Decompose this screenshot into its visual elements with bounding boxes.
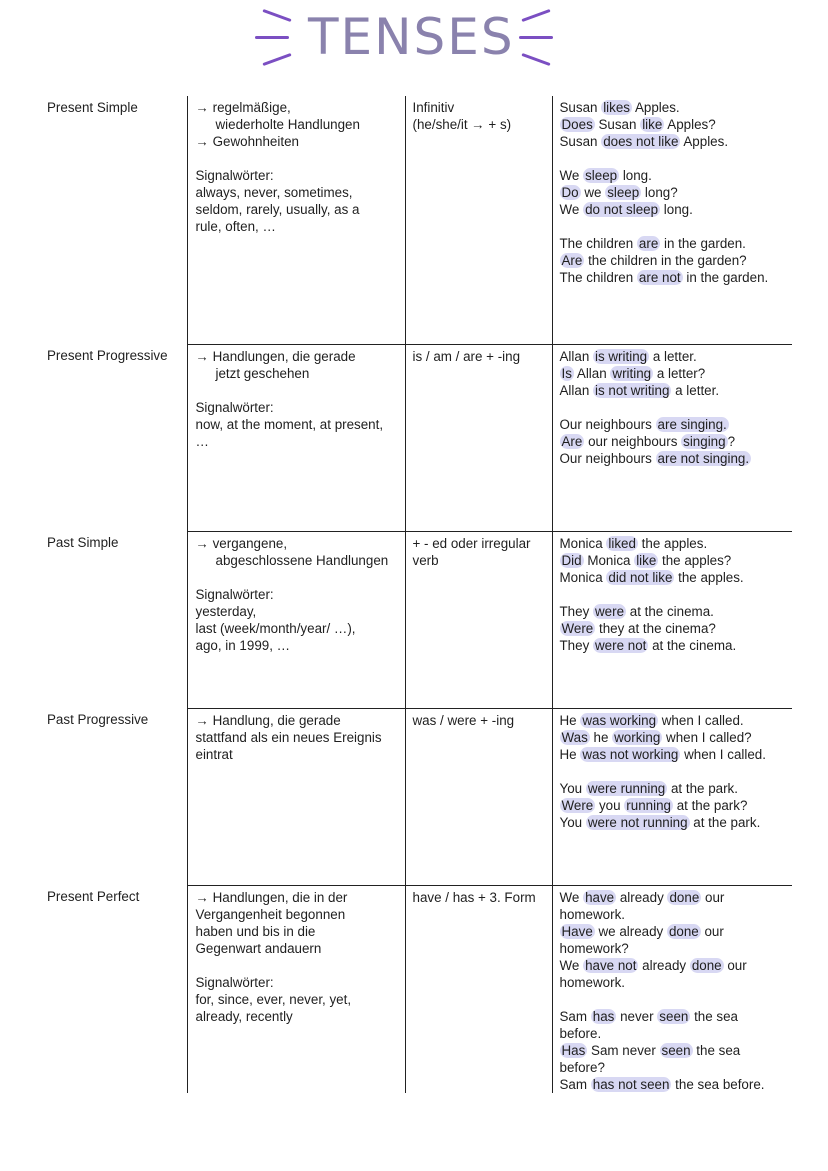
example-sentence-continued: homework. bbox=[559, 906, 625, 922]
example-sentence: We have already done our bbox=[559, 889, 725, 905]
examples-cell bbox=[552, 344, 792, 531]
form-cell bbox=[405, 708, 552, 885]
highlight: working bbox=[614, 729, 661, 745]
signal-words-line: now, at the moment, at present, bbox=[195, 416, 384, 432]
tense-name: Past Progressive bbox=[47, 712, 149, 727]
form-line: + - ed oder irregular bbox=[412, 535, 531, 551]
usage-line: wiederholte Handlungen bbox=[215, 117, 360, 132]
highlight: is writing bbox=[595, 348, 648, 364]
signal-words-line: last (week/month/year/ …), bbox=[195, 620, 356, 636]
example-sentence: Our neighbours are singing. bbox=[559, 416, 727, 432]
highlight: Were bbox=[561, 620, 594, 636]
example-sentence: The children are in the garden. bbox=[559, 236, 746, 251]
examples-cell bbox=[552, 708, 792, 885]
usage-line: → vergangene, bbox=[195, 535, 288, 551]
highlight: liked bbox=[608, 535, 636, 551]
tense-name-cell bbox=[40, 885, 187, 1093]
usage-line: abgeschlossene Handlungen bbox=[215, 552, 389, 568]
tense-name-cell bbox=[40, 344, 187, 531]
tense-name: Present Simple bbox=[47, 100, 138, 115]
usage-cell bbox=[187, 96, 405, 344]
usage-line: → Handlungen, die in der bbox=[195, 889, 348, 905]
example-sentence: Monica did not like the apples. bbox=[559, 569, 744, 585]
highlight: have not bbox=[585, 957, 637, 973]
usage-cell bbox=[187, 885, 405, 1093]
example-sentence: Sam has never seen the sea bbox=[559, 1008, 738, 1024]
signal-words-line: for, since, ever, never, yet, bbox=[195, 991, 352, 1007]
highlight: sleep bbox=[607, 185, 640, 200]
example-sentence: He was working when I called. bbox=[559, 712, 744, 728]
usage-line: → Handlung, die gerade bbox=[195, 712, 341, 728]
form-line: (he/she/it → + s) bbox=[412, 117, 512, 132]
highlight: was not working bbox=[582, 746, 679, 762]
example-sentence: Sam has not seen the sea before. bbox=[559, 1076, 765, 1092]
highlight: Did bbox=[561, 552, 582, 568]
example-sentence: Has Sam never seen the sea bbox=[561, 1042, 741, 1058]
highlight: seen bbox=[659, 1008, 689, 1024]
highlight: Does bbox=[561, 117, 593, 132]
title-decoration-left-bottom bbox=[262, 53, 291, 66]
example-sentence: Our neighbours are not singing. bbox=[559, 450, 750, 466]
page-title: TENSES bbox=[308, 8, 515, 66]
highlight: likes bbox=[603, 100, 630, 115]
example-sentence: He was not working when I called. bbox=[559, 746, 766, 762]
highlight: Are bbox=[561, 253, 583, 268]
highlight: Is bbox=[561, 365, 572, 381]
tenses-table bbox=[40, 96, 792, 1093]
highlight: does not like bbox=[603, 134, 679, 149]
example-sentence-continued: homework? bbox=[559, 940, 629, 956]
example-sentence: Was he working when I called? bbox=[561, 729, 752, 745]
form-cell bbox=[405, 531, 552, 708]
usage-cell bbox=[187, 708, 405, 885]
signal-words-label: Signalwörter: bbox=[195, 974, 274, 990]
form-cell bbox=[405, 96, 552, 344]
usage-line: eintrat bbox=[195, 746, 233, 762]
signal-words-label: Signalwörter: bbox=[195, 586, 274, 602]
title-decoration-right-middle bbox=[519, 36, 553, 39]
example-sentence: Susan does not like Apples. bbox=[559, 134, 729, 149]
page-header bbox=[0, 0, 828, 80]
usage-line: haben und bis in die bbox=[195, 923, 316, 939]
example-sentence: Monica liked the apples. bbox=[559, 535, 708, 551]
tense-name: Present Perfect bbox=[47, 889, 140, 904]
highlight: done bbox=[691, 957, 722, 973]
example-sentence: Do we sleep long? bbox=[561, 185, 678, 200]
highlight: Are bbox=[561, 433, 583, 449]
highlight: Do bbox=[561, 185, 579, 200]
usage-cell bbox=[187, 344, 405, 531]
example-sentence: Are the children in the garden? bbox=[561, 253, 747, 268]
form-line: is / am / are + -ing bbox=[412, 348, 521, 364]
form-line: Infinitiv bbox=[412, 100, 455, 115]
highlight: did not like bbox=[608, 569, 673, 585]
title-decoration-right-bottom bbox=[521, 53, 550, 66]
example-sentence-continued: before? bbox=[559, 1059, 605, 1075]
example-sentence: They were at the cinema. bbox=[559, 603, 714, 619]
highlight: were not running bbox=[587, 814, 688, 830]
highlight: seen bbox=[661, 1042, 691, 1058]
example-sentence-continued: homework. bbox=[559, 974, 625, 990]
title-decoration-left-middle bbox=[255, 36, 289, 39]
highlight: Were bbox=[561, 797, 594, 813]
signal-words-line: always, never, sometimes, bbox=[195, 185, 353, 200]
usage-line: jetzt geschehen bbox=[215, 365, 310, 381]
example-sentence: Is Allan writing a letter? bbox=[561, 365, 706, 381]
highlight: has not seen bbox=[592, 1076, 670, 1092]
highlight: has bbox=[592, 1008, 615, 1024]
form-line: was / were + -ing bbox=[412, 712, 515, 728]
example-sentence: Did Monica like the apples? bbox=[561, 552, 732, 568]
highlight: were running bbox=[587, 780, 666, 796]
example-sentence: You were running at the park. bbox=[559, 780, 738, 796]
example-sentence: Are our neighbours singing ? bbox=[561, 433, 736, 449]
signal-words-line: seldom, rarely, usually, as a bbox=[195, 202, 360, 217]
table-row bbox=[40, 531, 792, 708]
highlight: singing bbox=[683, 433, 726, 449]
highlight: were bbox=[595, 603, 625, 619]
title-decoration-right-top bbox=[521, 9, 550, 22]
highlight: like bbox=[636, 552, 657, 568]
tense-name: Present Progressive bbox=[47, 348, 168, 363]
highlight: like bbox=[642, 117, 663, 132]
example-sentence: The children are not in the garden. bbox=[559, 270, 769, 285]
usage-line: Vergangenheit begonnen bbox=[195, 906, 346, 922]
usage-line: → Gewohnheiten bbox=[195, 134, 299, 149]
example-sentence: We do not sleep long. bbox=[559, 202, 693, 217]
signal-words-line: … bbox=[195, 433, 209, 449]
tense-name-cell bbox=[40, 96, 187, 344]
signal-words-line: ago, in 1999, … bbox=[195, 637, 291, 653]
signal-words-label: Signalwörter: bbox=[195, 168, 274, 183]
highlight: writing bbox=[612, 365, 652, 381]
highlight: Have bbox=[561, 923, 593, 939]
example-sentence: Allan is not writing a letter. bbox=[559, 382, 720, 398]
highlight: are bbox=[638, 236, 659, 251]
usage-cell bbox=[187, 531, 405, 708]
highlight: was working bbox=[582, 712, 657, 728]
title-decoration-left-top bbox=[262, 9, 291, 22]
example-sentence: Susan likes Apples. bbox=[559, 100, 680, 115]
signal-words-line: yesterday, bbox=[195, 603, 257, 619]
usage-line: → regelmäßige, bbox=[195, 100, 291, 115]
form-cell bbox=[405, 344, 552, 531]
signal-words-line: already, recently bbox=[195, 1008, 293, 1024]
example-sentence: Were they at the cinema? bbox=[561, 620, 716, 636]
tense-name-cell bbox=[40, 708, 187, 885]
table-row bbox=[40, 885, 792, 1093]
example-sentence: Were you running at the park? bbox=[561, 797, 748, 813]
highlight: have bbox=[585, 889, 615, 905]
highlight: running bbox=[626, 797, 671, 813]
example-sentence: We have not already done our bbox=[559, 957, 747, 973]
highlight: is not writing bbox=[595, 382, 670, 398]
example-sentence: We sleep long. bbox=[559, 168, 652, 183]
form-cell bbox=[405, 885, 552, 1093]
highlight: do not sleep bbox=[585, 202, 659, 217]
highlight: are singing. bbox=[657, 416, 727, 432]
example-sentence: Allan is writing a letter. bbox=[559, 348, 697, 364]
highlight: are not singing. bbox=[657, 450, 750, 466]
form-line: verb bbox=[412, 552, 439, 568]
tense-name: Past Simple bbox=[47, 535, 119, 550]
signal-words-line: rule, often, … bbox=[195, 219, 276, 234]
highlight: were not bbox=[595, 637, 647, 653]
usage-line: → Handlungen, die gerade bbox=[195, 348, 356, 364]
examples-cell bbox=[552, 96, 792, 344]
example-sentence: You were not running at the park. bbox=[559, 814, 761, 830]
table-row bbox=[40, 96, 792, 344]
highlight: done bbox=[669, 889, 700, 905]
signal-words-label: Signalwörter: bbox=[195, 399, 274, 415]
usage-line: Gegenwart andauern bbox=[195, 940, 322, 956]
examples-cell bbox=[552, 531, 792, 708]
example-sentence-continued: before. bbox=[559, 1025, 602, 1041]
form-line: have / has + 3. Form bbox=[412, 889, 536, 905]
table-row bbox=[40, 344, 792, 531]
highlight: Has bbox=[561, 1042, 586, 1058]
highlight: done bbox=[668, 923, 699, 939]
example-sentence: Does Susan like Apples? bbox=[561, 117, 716, 132]
highlight: Was bbox=[561, 729, 588, 745]
example-sentence: They were not at the cinema. bbox=[559, 637, 737, 653]
example-sentence: Have we already done our bbox=[561, 923, 724, 939]
examples-cell bbox=[552, 885, 792, 1093]
tense-name-cell bbox=[40, 531, 187, 708]
highlight: are not bbox=[638, 270, 681, 285]
usage-line: stattfand als ein neues Ereignis bbox=[195, 729, 382, 745]
table-row bbox=[40, 708, 792, 885]
highlight: sleep bbox=[585, 168, 618, 183]
